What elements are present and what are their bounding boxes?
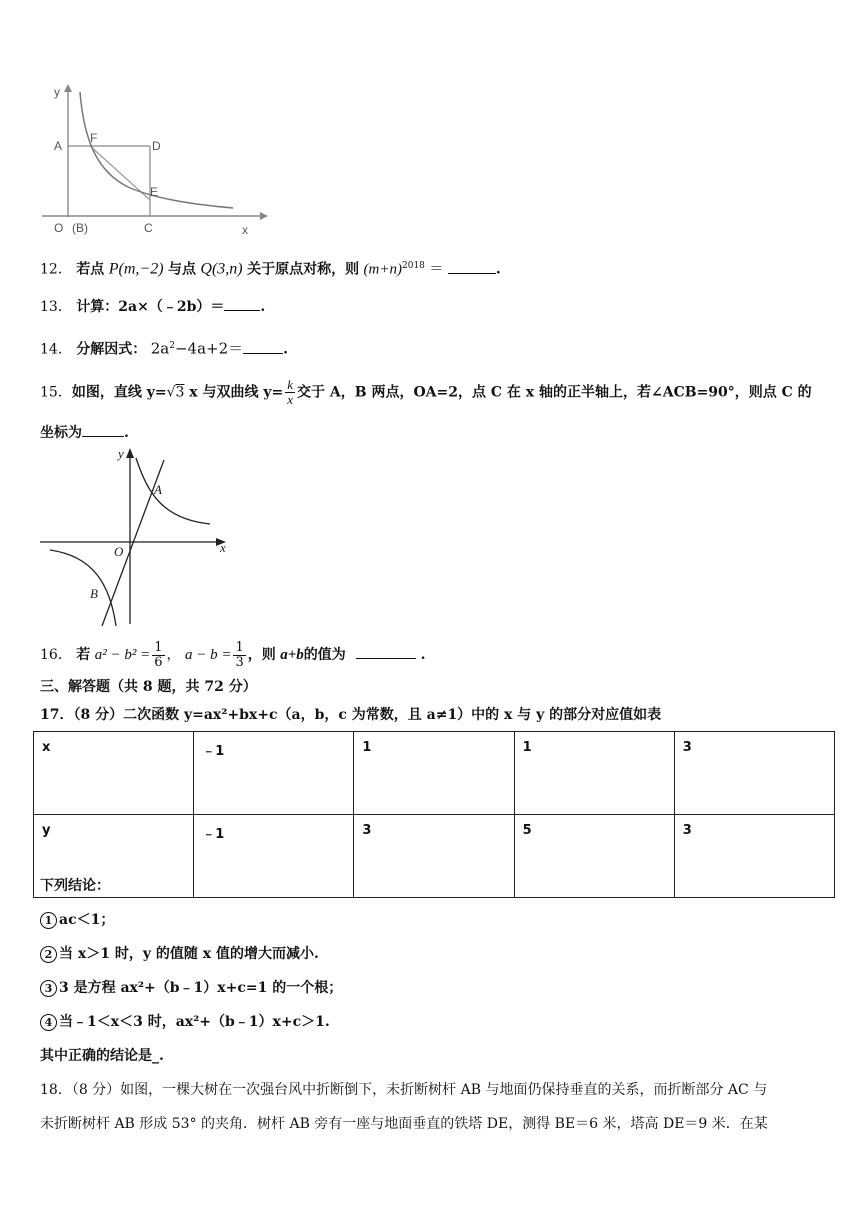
q12-point-Q: Q(3,n)	[200, 260, 243, 278]
q12-exponent: 2018	[402, 261, 425, 271]
section-3-heading: 三、解答题（共 8 题，共 72 分）	[40, 679, 257, 695]
q14-expr: 2a	[150, 339, 170, 358]
label-B: (B)	[72, 221, 88, 235]
q16-fraction-2	[233, 641, 245, 670]
q15-frac-num: k	[287, 377, 294, 392]
conclusion-2	[40, 944, 319, 964]
circled-number-4: 4	[40, 1014, 57, 1031]
q16-number: 16．	[40, 647, 72, 663]
label-F: F	[90, 131, 98, 145]
circled-number-2: 2	[40, 946, 57, 963]
q16-apb: a+b	[280, 647, 304, 663]
table-row	[34, 732, 835, 815]
q15-number: 15．	[40, 384, 72, 401]
value-table	[33, 731, 835, 898]
q14-exponent: 2	[169, 341, 175, 351]
q13-answer-blank[interactable]	[224, 296, 260, 311]
circled-number-3: 3	[40, 980, 57, 997]
label-y: y	[118, 446, 124, 461]
q14-number: 14．	[40, 341, 72, 358]
q15-t4: 坐标为	[40, 425, 82, 441]
q15-sqrt-sign: √	[166, 384, 176, 401]
q13-number: 13．	[40, 299, 72, 315]
q17-answer-line: 其中正确的结论是_.	[40, 1048, 164, 1064]
label-y: y	[54, 85, 60, 99]
table-cell: 1	[354, 732, 514, 815]
conclusions-title: 下列结论：	[40, 878, 110, 894]
y-arrow	[126, 448, 134, 458]
q15-frac-den: x	[287, 392, 294, 407]
q16-f1-den: 6	[154, 654, 163, 670]
q16-a2b2: a² − b² =	[94, 647, 151, 663]
conclusion-3	[40, 978, 342, 998]
q16-answer-blank[interactable]	[356, 644, 416, 659]
question-18-line2: 未折断树杆 AB 形成 53° 的夹角．树杆 AB 旁有一座与地面垂直的铁塔 DE，测得 BE＝6 米，塔高 DE＝9 米．在某	[40, 1116, 768, 1132]
q12-text3: 关于原点对称，则	[247, 261, 360, 278]
q12-answer-blank[interactable]	[448, 259, 496, 274]
question-15-line2	[40, 422, 129, 443]
table-cell: ﹣1	[194, 732, 354, 815]
label-x: x	[220, 540, 226, 555]
q15-t3: 交于 A，B 两点，OA=2，点 C 在 x 轴的正半轴上，若∠ACB=90°，则点 C 的	[297, 384, 812, 401]
label-x: x	[242, 223, 248, 237]
label-O: O	[54, 221, 64, 235]
q15-sqrt-value: 3	[175, 384, 185, 401]
table-cell: 3	[674, 815, 834, 898]
q16-t2: ，则	[247, 647, 276, 663]
question-16	[40, 640, 426, 670]
conclusion-1-text: ac＜1；	[59, 912, 115, 928]
hyperbola-branch-1	[136, 458, 210, 524]
q15-t2: x 与双曲线 y=	[189, 384, 284, 401]
figure-hyperbola-rectangle	[38, 82, 268, 240]
label-A: A	[54, 139, 63, 153]
table-row	[34, 815, 835, 898]
q15-fraction-k-over-x	[285, 378, 295, 407]
q16-t1: 若	[76, 647, 91, 663]
question-15	[40, 378, 812, 407]
q14-text: 分解因式：	[76, 341, 147, 358]
conclusion-3-text: 3 是方程 ax²+（b﹣1）x+c=1 的一个根；	[59, 980, 343, 996]
q16-comma: ，	[166, 647, 181, 663]
question-14	[40, 336, 288, 360]
question-18-line1: 18．（8 分）如图，一棵大树在一次强台风中折断倒下，未折断树杆 AB 与地面仍保持垂直的关系，而折断部分 AC 与	[40, 1082, 768, 1098]
q14-expr2: −4a+2＝	[174, 339, 244, 358]
q16-t3: 的值为	[303, 647, 346, 663]
q15-end: .	[124, 425, 129, 441]
label-E: E	[150, 185, 159, 199]
question-13	[40, 296, 265, 317]
question-17-intro: 17．（8 分）二次函数 y=ax²+bx+c（a，b，c 为常数，且 a≠1）中的 x 与 y 的部分对应值如表	[40, 707, 662, 723]
table-cell: x	[34, 732, 194, 815]
figure-line-hyperbola	[38, 444, 234, 626]
q13-end: .	[260, 299, 266, 315]
q16-f2-den: 3	[235, 654, 244, 670]
question-12	[40, 256, 501, 280]
table-cell: 1	[514, 732, 674, 815]
table-cell: ﹣1	[194, 815, 354, 898]
conclusion-2-text: 当 x＞1 时，y 的值随 x 值的增大而减小.	[59, 946, 319, 962]
q16-f1-num: 1	[154, 639, 163, 655]
label-B: B	[90, 586, 98, 601]
label-D: D	[152, 139, 161, 153]
q12-point-P: P(m,−2)	[108, 260, 164, 278]
label-C: C	[144, 221, 153, 235]
q16-amb: a − b =	[184, 647, 232, 663]
q12-text2: 与点	[167, 261, 196, 278]
x-arrow	[260, 212, 268, 220]
y-arrow	[64, 84, 72, 92]
q16-f2-num: 1	[235, 639, 244, 655]
q13-text: 计算：2a×（﹣2b）＝	[76, 299, 225, 315]
conclusion-4-text: 当﹣1＜x＜3 时，ax²+（b﹣1）x+c＞1.	[59, 1014, 330, 1030]
q14-end: .	[283, 341, 289, 358]
q16-fraction-1	[152, 641, 164, 670]
q14-answer-blank[interactable]	[243, 339, 283, 354]
table-cell: y	[34, 815, 194, 898]
q15-answer-blank[interactable]	[82, 422, 124, 437]
q12-end: .	[495, 261, 501, 278]
label-A: A	[154, 482, 162, 497]
q15-t1: 如图，直线 y=	[71, 384, 167, 401]
q12-text1: 若点	[76, 261, 105, 278]
conclusion-4	[40, 1012, 330, 1032]
table-cell: 3	[674, 732, 834, 815]
q12-equals: ＝	[429, 261, 444, 278]
q16-end: .	[420, 647, 426, 663]
q12-expr: (m+n)	[363, 261, 402, 278]
label-O: O	[114, 544, 124, 559]
conclusion-1	[40, 910, 114, 930]
table-cell: 5	[514, 815, 674, 898]
circled-number-1: 1	[40, 912, 57, 929]
table-cell: 3	[354, 815, 514, 898]
q12-number: 12．	[40, 261, 72, 278]
